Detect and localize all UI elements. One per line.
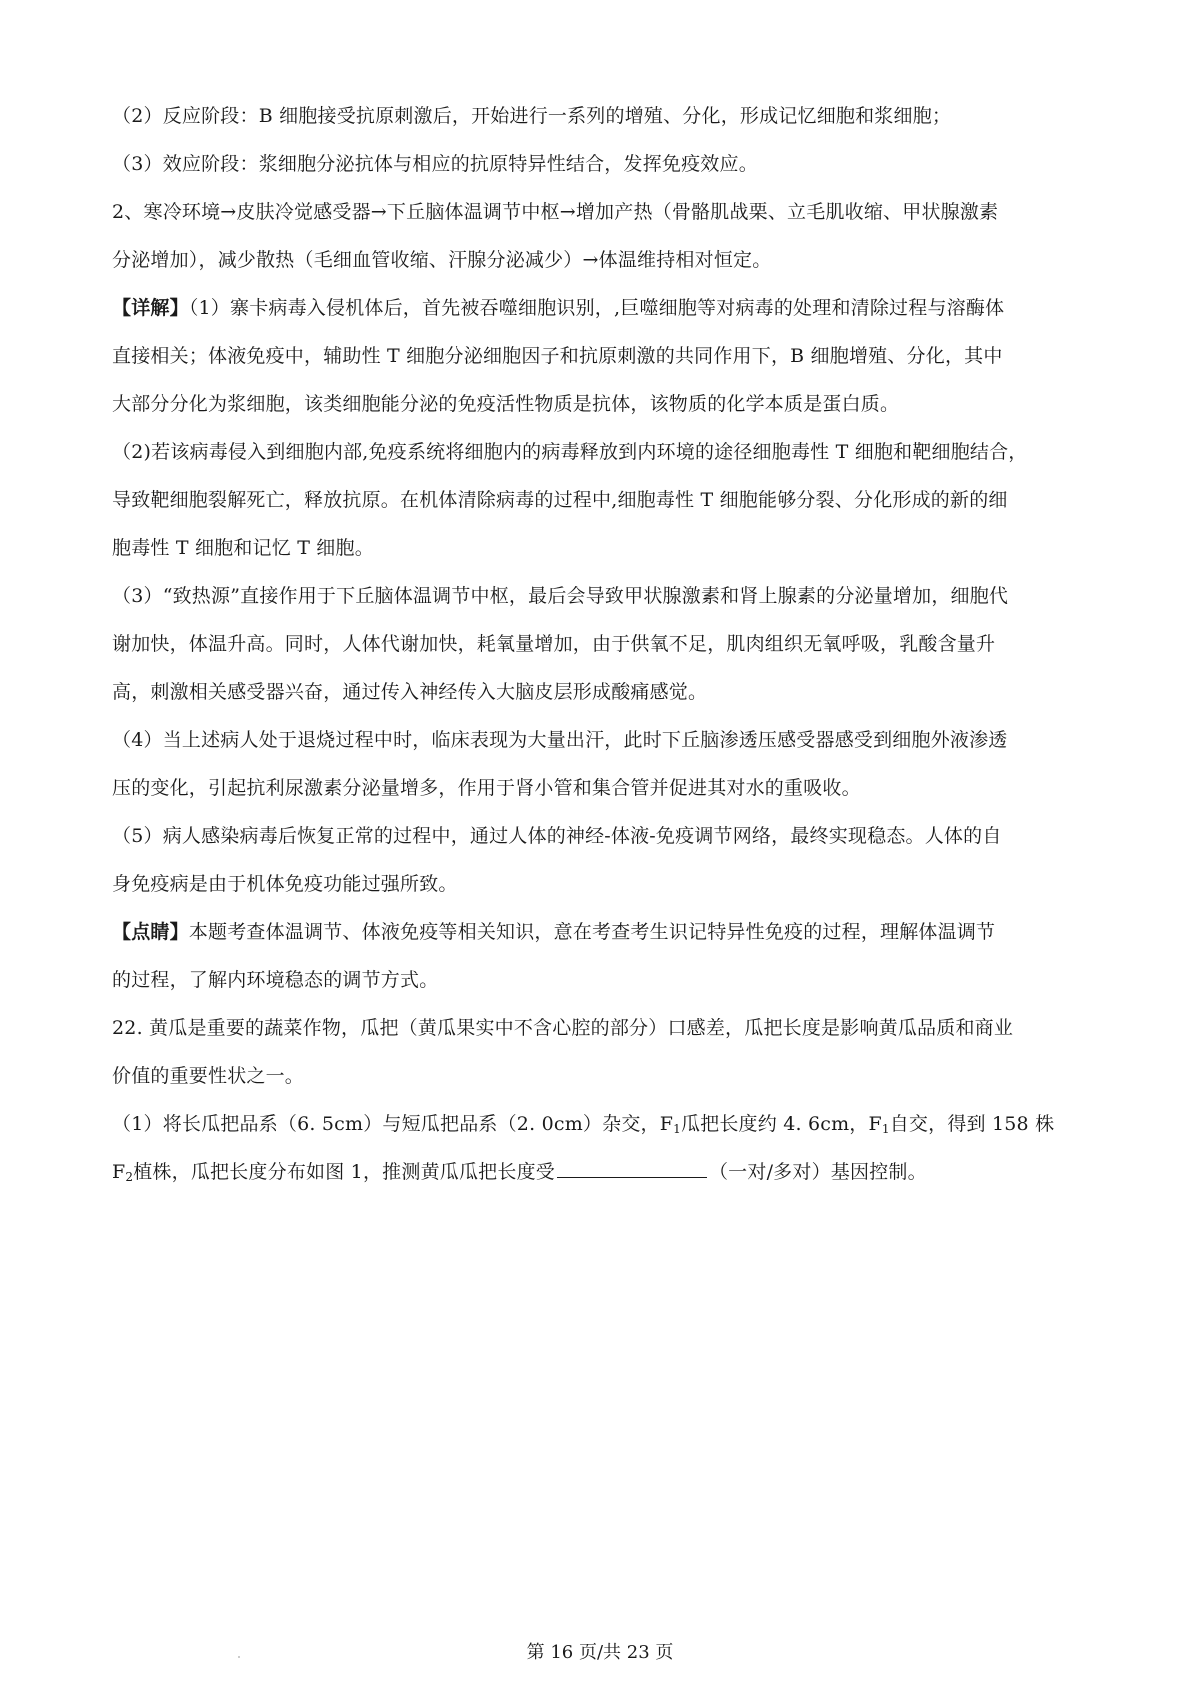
detail-text: （1）寨卡病毒入侵机体后，首先被吞噬细胞识别，,巨噬细胞等对病毒的处理和清除过程与溶酶体 [188, 297, 1005, 319]
text-line: 压的变化，引起抗利尿激素分泌量增多，作用于肾小管和集合管并促进其对水的重吸收。 [112, 777, 861, 799]
detail-paragraph-line [112, 288, 1102, 328]
text-line: （2)若该病毒侵入到细胞内部,免疫系统将细胞内的病毒释放到内环境的途径细胞毒性 T 细胞和靶细胞结合， [112, 441, 1028, 463]
text-line: （4）当上述病人处于退烧过程中时，临床表现为大量出汗，此时下丘脑渗透压感受器感受到细胞外液渗透 [112, 729, 1008, 751]
text-line: （5）病人感染病毒后恢复正常的过程中，通过人体的神经-体液-免疫调节网络，最终实现稳态。人体的自 [112, 825, 1002, 847]
q1-text-a: （1）将长瓜把品系（6. 5cm）与短瓜把品系（2. 0cm）杂交，F [112, 1113, 674, 1135]
text-line: 直接相关；体液免疫中，辅助性 T 细胞分泌细胞因子和抗原刺激的共同作用下，B 细胞增殖、分化，其中 [112, 345, 1003, 367]
text-line: （3）“致热源”直接作用于下丘脑体温调节中枢，最后会导致甲状腺激素和肾上腺素的分泌量增加，细胞代 [112, 585, 1009, 607]
text-line: 导致靶细胞裂解死亡，释放抗原。在机体清除病毒的过程中,细胞毒性 T 细胞能够分裂、分化形成的新的细 [112, 489, 1008, 511]
text-line: 胞毒性 T 细胞和记忆 T 细胞。 [112, 537, 374, 559]
comment-label: 【点睛】 [112, 921, 189, 943]
q1-text-e: 植株，瓜把长度分布如图 1，推测黄瓜瓜把长度受 [133, 1161, 555, 1183]
page-content [112, 96, 1102, 1192]
text-line: 高，刺激相关感受器兴奋，通过传入神经传入大脑皮层形成酸痛感觉。 [112, 681, 708, 703]
question-22-part1-line1 [112, 1104, 1102, 1144]
text-line: 身免疫病是由于机体免疫功能过强所致。 [112, 873, 458, 895]
q1-text-b: 瓜把长度约 4. 6cm，F [680, 1113, 882, 1135]
q1-sub-c: 2 [125, 1170, 134, 1184]
text-line: 分泌增加），减少散热（毛细血管收缩、汗腺分泌减少）→体温维持相对恒定。 [112, 249, 772, 271]
text-line: （2）反应阶段：B 细胞接受抗原刺激后，开始进行一系列的增殖、分化，形成记忆细胞和浆细胞； [112, 105, 952, 127]
text-line: 的过程，了解内环境稳态的调节方式。 [112, 969, 439, 991]
question-22-part1-line2 [112, 1152, 1102, 1192]
text-line: 大部分分化为浆细胞，该类细胞能分泌的免疫活性物质是抗体，该物质的化学本质是蛋白质。 [112, 393, 900, 415]
text-line: 2、寒冷环境→皮肤冷觉感受器→下丘脑体温调节中枢→增加产热（骨骼肌战栗、立毛肌收缩、甲状腺激素 [112, 201, 999, 223]
answer-blank[interactable] [557, 1155, 707, 1178]
page-footer: 第 16 页/共 23 页 [526, 1642, 674, 1663]
q1-sub-b: 1 [881, 1122, 890, 1136]
q1-sub-a: 1 [673, 1122, 681, 1136]
detail-label: 【详解】 [112, 297, 189, 319]
text-line: （3）效应阶段：浆细胞分泌抗体与相应的抗原特异性结合，发挥免疫效应。 [112, 153, 758, 175]
q1-text-f: （一对/多对）基因控制。 [708, 1161, 927, 1183]
q1-text-d: F [112, 1161, 126, 1183]
q1-text-c: 自交，得到 158 株 [889, 1113, 1055, 1135]
question-22-line: 22. 黄瓜是重要的蔬菜作物，瓜把（黄瓜果实中不含心腔的部分）口感差，瓜把长度是影响黄瓜品质和商业 [112, 1017, 1014, 1039]
comment-text: 本题考查体温调节、体液免疫等相关知识，意在考查考生识记特异性免疫的过程，理解体温调节 [188, 921, 996, 943]
comment-paragraph-line [112, 912, 1102, 952]
text-line: 价值的重要性状之一。 [112, 1065, 305, 1087]
text-line: 谢加快，体温升高。同时，人体代谢加快，耗氧量增加，由于供氧不足，肌肉组织无氧呼吸，乳酸含量升 [112, 633, 996, 655]
